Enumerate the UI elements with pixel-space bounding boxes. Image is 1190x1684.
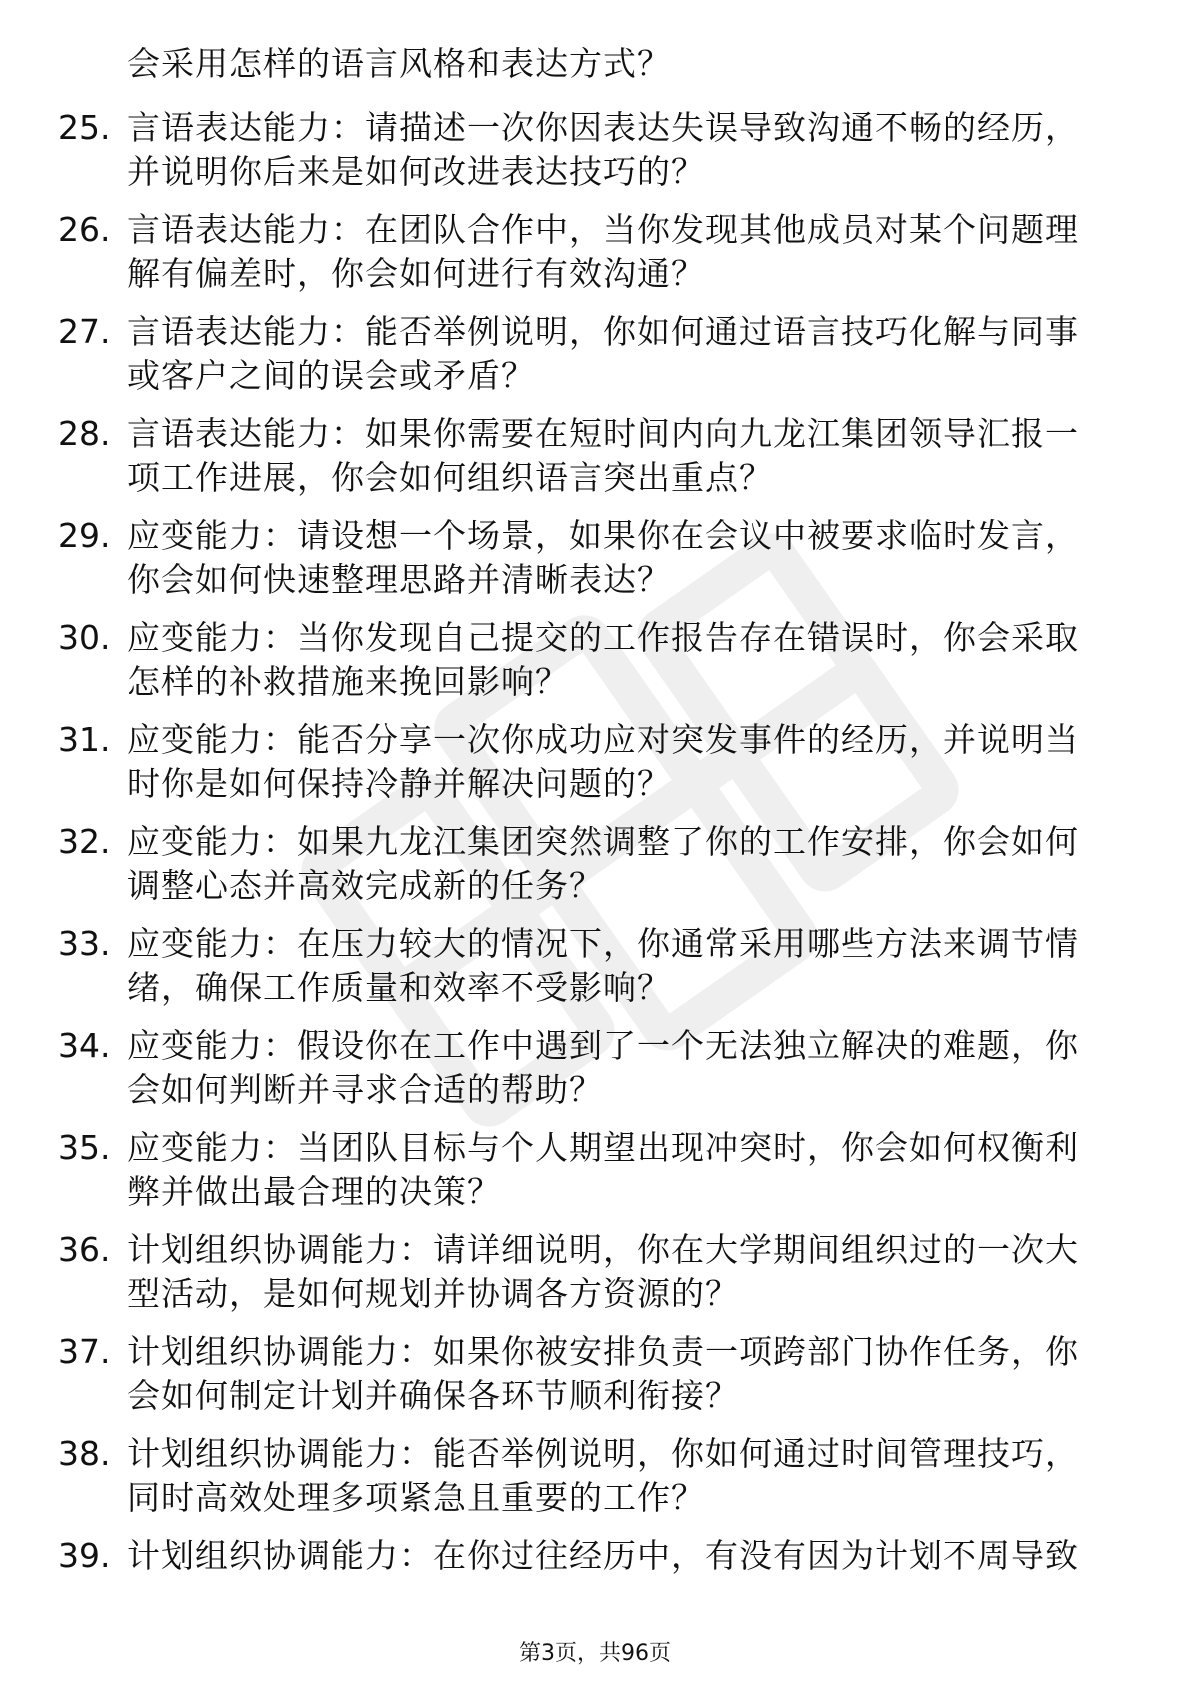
question-text-line: 言语表达能力：请描述一次你因表达失误导致沟通不畅的经历，: [127, 108, 1079, 147]
question-text-line: 应变能力：请设想一个场景，如果你在会议中被要求临时发言，: [127, 516, 1079, 555]
question-text-line: 应变能力：如果九龙江集团突然调整了你的工作安排，你会如何: [127, 822, 1079, 861]
question-item: [0, 1432, 1190, 1520]
question-text: [127, 616, 1117, 704]
question-text-line: 计划组织协调能力：在你过往经历中，有没有因为计划不周导致: [127, 1536, 1079, 1575]
question-text-line: 绪，确保工作质量和效率不受影响？: [127, 968, 671, 1007]
question-text-line: 弊并做出最合理的决策？: [127, 1172, 501, 1211]
question-text-line: 并说明你后来是如何改进表达技巧的？: [127, 152, 705, 191]
question-text-line: 言语表达能力：如果你需要在短时间内向九龙江集团领导汇报一: [127, 414, 1079, 453]
question-item: [0, 1228, 1190, 1316]
question-item: [0, 1534, 1190, 1622]
question-text: [127, 1432, 1117, 1520]
question-number: 35.: [58, 1128, 111, 1167]
question-text: [127, 106, 1117, 194]
question-number: 36.: [58, 1230, 111, 1269]
question-item: [0, 718, 1190, 806]
question-text: [127, 310, 1117, 398]
question-number: 26.: [58, 210, 111, 249]
question-text: [127, 1534, 1117, 1578]
question-item: [0, 922, 1190, 1010]
question-text: [127, 1228, 1117, 1316]
question-text-line: 项工作进展，你会如何组织语言突出重点？: [127, 458, 773, 497]
question-text-line: 会如何制定计划并确保各环节顺利衔接？: [127, 1376, 739, 1415]
question-number: 37.: [58, 1332, 111, 1371]
question-item: [0, 514, 1190, 602]
question-number: 31.: [58, 720, 111, 759]
question-item: [0, 820, 1190, 908]
question-text-line: 时你是如何保持冷静并解决问题的？: [127, 764, 671, 803]
question-text-line: 应变能力：在压力较大的情况下，你通常采用哪些方法来调节情: [127, 924, 1079, 963]
question-text-line: 会如何判断并寻求合适的帮助？: [127, 1070, 603, 1109]
question-text: [127, 412, 1117, 500]
question-text-line: 同时高效处理多项紧急且重要的工作？: [127, 1478, 705, 1517]
question-text-line: 计划组织协调能力：能否举例说明，你如何通过时间管理技巧，: [127, 1434, 1079, 1473]
question-number: 28.: [58, 414, 111, 453]
question-item: [0, 106, 1190, 194]
question-text: [127, 1126, 1117, 1214]
page-footer: 第3页，共96页: [519, 1641, 671, 1666]
question-text: [127, 718, 1117, 806]
question-item: [0, 208, 1190, 296]
question-text: [127, 514, 1117, 602]
question-text-line: 计划组织协调能力：如果你被安排负责一项跨部门协作任务，你: [127, 1332, 1079, 1371]
question-number: 25.: [58, 108, 111, 147]
question-number: 32.: [58, 822, 111, 861]
question-item: [0, 310, 1190, 398]
question-item: [0, 616, 1190, 704]
question-text: [127, 1330, 1117, 1418]
question-item: [0, 1024, 1190, 1112]
question-number: 34.: [58, 1026, 111, 1065]
question-text-line: 解有偏差时，你会如何进行有效沟通？: [127, 254, 705, 293]
question-text-line: 言语表达能力：能否举例说明，你如何通过语言技巧化解与同事: [127, 312, 1079, 351]
question-text-line: 你会如何快速整理思路并清晰表达？: [127, 560, 671, 599]
question-list: [0, 106, 1190, 1636]
question-text: [127, 1024, 1117, 1112]
question-number: 38.: [58, 1434, 111, 1473]
question-text-line: 型活动，是如何规划并协调各方资源的？: [127, 1274, 739, 1313]
question-text-line: 计划组织协调能力：请详细说明，你在大学期间组织过的一次大: [127, 1230, 1079, 1269]
question-number: 27.: [58, 312, 111, 351]
question-text-line: 调整心态并高效完成新的任务？: [127, 866, 603, 905]
continuation-line: 会采用怎样的语言风格和表达方式？: [127, 44, 671, 83]
question-number: 39.: [58, 1536, 111, 1575]
question-text-line: 应变能力：假设你在工作中遇到了一个无法独立解决的难题，你: [127, 1026, 1079, 1065]
question-text: [127, 208, 1117, 296]
question-text-line: 或客户之间的误会或矛盾？: [127, 356, 535, 395]
question-text: [127, 820, 1117, 908]
question-text-line: 应变能力：当团队目标与个人期望出现冲突时，你会如何权衡利: [127, 1128, 1079, 1167]
question-number: 33.: [58, 924, 111, 963]
question-text-line: 应变能力：能否分享一次你成功应对突发事件的经历，并说明当: [127, 720, 1079, 759]
question-text-line: 应变能力：当你发现自己提交的工作报告存在错误时，你会采取: [127, 618, 1079, 657]
question-number: 30.: [58, 618, 111, 657]
question-text: [127, 922, 1117, 1010]
question-item: [0, 1126, 1190, 1214]
question-text-line: 言语表达能力：在团队合作中，当你发现其他成员对某个问题理: [127, 210, 1079, 249]
question-number: 29.: [58, 516, 111, 555]
question-text-line: 怎样的补救措施来挽回影响？: [127, 662, 569, 701]
question-item: [0, 412, 1190, 500]
question-item: [0, 1330, 1190, 1418]
